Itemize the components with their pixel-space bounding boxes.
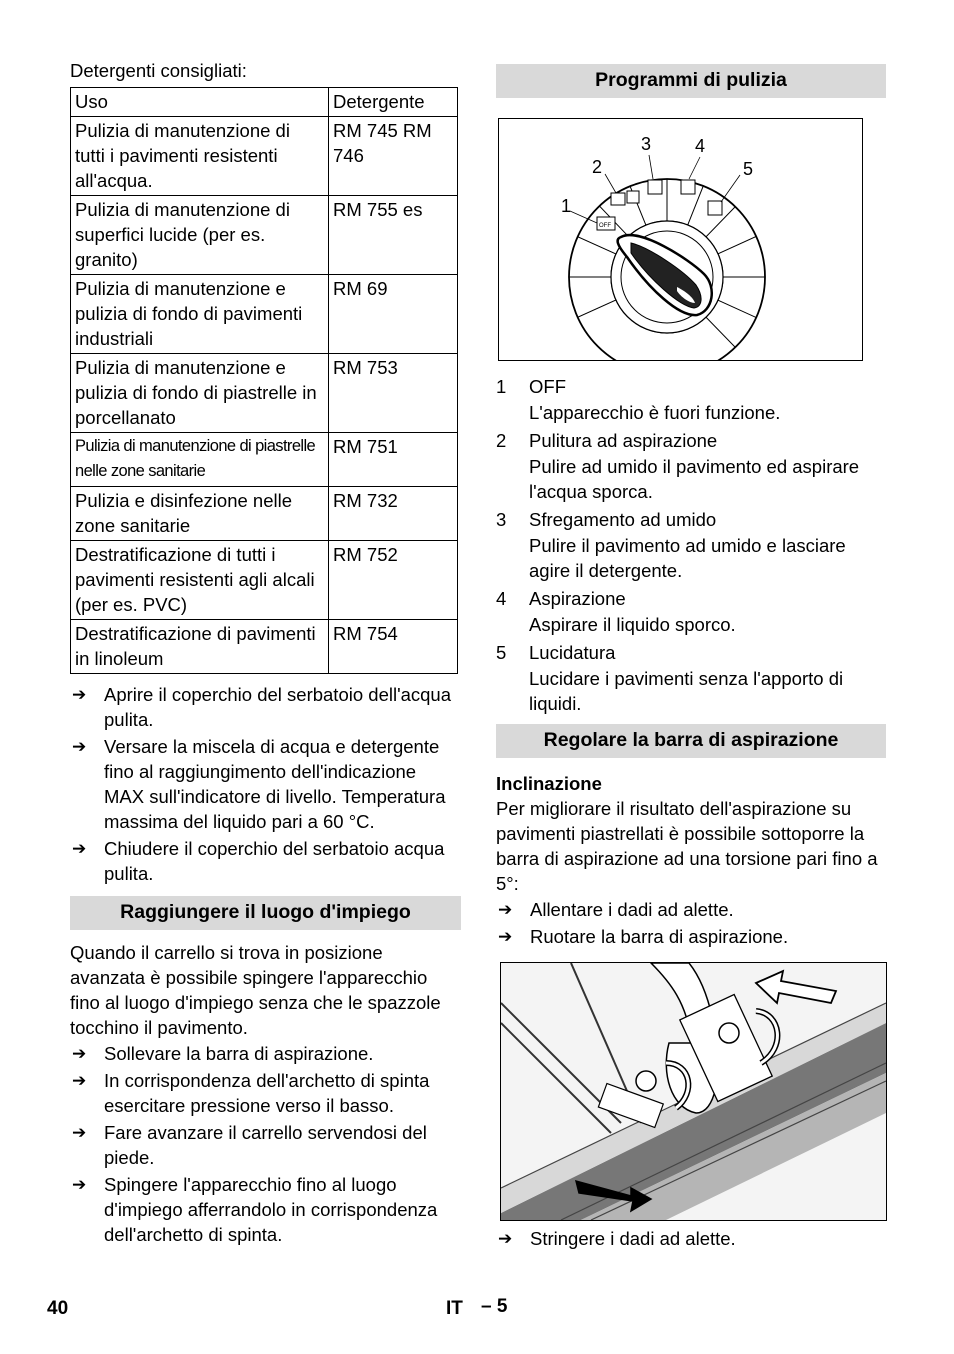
table-row	[71, 487, 458, 541]
program-number: 2	[496, 430, 507, 451]
table-cell-uso: Pulizia e disinfezione nelle zone sanitarie	[71, 487, 329, 541]
program-number: 4	[496, 588, 507, 609]
table-cell-uso: Pulizia di manutenzione di superfici lucide (per es. granito)	[71, 196, 329, 275]
step-text: Stringere i dadi ad alette.	[530, 1228, 736, 1249]
list-item	[496, 427, 886, 454]
inclinazione-steps	[496, 897, 886, 949]
program-desc: Aspirare il liquido sporco.	[529, 614, 736, 635]
transport-steps	[70, 1041, 461, 1247]
program-name: OFF	[529, 376, 566, 397]
final-steps	[496, 1226, 886, 1251]
table-row	[71, 117, 458, 196]
step-text: Sollevare la barra di aspirazione.	[104, 1043, 374, 1064]
section-paragraph: Quando il carrello si trova in posizione avanzata è possibile spingere l'apparecchio fino al luogo d'impiego senza che le spazzole tocchino il pavimento.	[70, 942, 441, 1038]
right-column	[496, 64, 886, 1253]
arrow-right-icon: ➔	[498, 1229, 513, 1248]
program-desc: Pulire il pavimento ad umido e lasciare agire il detergente.	[529, 535, 846, 581]
list-item	[70, 836, 461, 886]
program-dial-figure	[498, 118, 863, 361]
table-row	[71, 196, 458, 275]
program-desc: Pulire ad umido il pavimento ed aspirare l'acqua sporca.	[529, 456, 860, 502]
program-number: 1	[496, 376, 507, 397]
list-item	[496, 639, 886, 666]
squeegee-illustration	[501, 963, 886, 1220]
arrow-right-icon: ➔	[72, 1071, 87, 1090]
table-cell-uso: Pulizia di manutenzione di piastrelle nelle zone sanitarie	[71, 433, 329, 487]
dial-number: 1	[561, 196, 572, 216]
program-desc: Lucidare i pavimenti senza l'apporto di liquidi.	[529, 668, 844, 714]
program-number: 5	[496, 642, 507, 663]
dial-number: 5	[743, 159, 754, 179]
program-name: Pulitura ad aspirazione	[529, 430, 718, 451]
arrow-right-icon: ➔	[72, 839, 87, 858]
list-item	[70, 1041, 461, 1066]
list-item	[496, 373, 886, 400]
subheading-inclinazione: Inclinazione	[496, 773, 602, 794]
program-name: Sfregamento ad umido	[529, 509, 717, 530]
section-heading-luogo: Raggiungere il luogo d'impiego	[70, 896, 461, 930]
table-cell-uso: Destratificazione di tutti i pavimenti resistenti agli alcali (per es. PVC)	[71, 541, 329, 620]
filling-steps	[70, 682, 461, 886]
step-text: Ruotare la barra di aspirazione.	[530, 926, 789, 947]
step-text: Fare avanzare il carrello servendosi del piede.	[104, 1122, 427, 1168]
table-row	[71, 354, 458, 433]
arrow-right-icon: ➔	[72, 685, 87, 704]
language-code: IT	[446, 1298, 463, 1319]
dial-number: 2	[592, 157, 603, 177]
step-text: Spingere l'apparecchio fino al luogo d'impiego afferrandolo in corrispondenza dell'archetto di spinta.	[104, 1174, 438, 1245]
table-title: Detergenti consigliati:	[70, 60, 247, 81]
table-cell-detergent: RM 745 RM 746	[329, 117, 458, 196]
program-desc: L'apparecchio è fuori funzione.	[529, 402, 781, 423]
table-cell-detergent: RM 754	[329, 620, 458, 674]
program-name: Lucidatura	[529, 642, 616, 663]
table-cell-detergent: RM 69	[329, 275, 458, 354]
section-heading-programmi: Programmi di pulizia	[496, 64, 886, 98]
list-item	[496, 897, 886, 922]
table-row	[71, 620, 458, 674]
list-item	[496, 1226, 886, 1251]
arrow-right-icon: ➔	[72, 1175, 87, 1194]
table-header-row	[71, 88, 458, 117]
table-cell-uso: Destratificazione di pavimenti in linoleum	[71, 620, 329, 674]
page-number: 40	[47, 1298, 69, 1319]
section-heading-barra: Regolare la barra di aspirazione	[496, 724, 886, 758]
table-cell-detergent: RM 752	[329, 541, 458, 620]
inclinazione-paragraph: Per migliorare il risultato dell'aspirazione su pavimenti piastrellati è possibile sottoporre la barra di aspirazione ad una torsione pari fino a 5°:	[496, 798, 878, 894]
table-cell-uso: Pulizia di manutenzione e pulizia di fondo di piastrelle in porcellanato	[71, 354, 329, 433]
step-text: Chiudere il coperchio del serbatoio acqua pulita.	[104, 838, 445, 884]
table-cell-detergent: RM 753	[329, 354, 458, 433]
list-item	[70, 734, 461, 834]
table-cell-detergent: RM 755 es	[329, 196, 458, 275]
table-cell-detergent: RM 751	[329, 433, 458, 487]
step-text: In corrispondenza dell'archetto di spinta esercitare pressione verso il basso.	[104, 1070, 430, 1116]
table-header-uso: Uso	[71, 88, 329, 117]
step-text: Versare la miscela di acqua e detergente fino al raggiungimento dell'indicazione MAX sull'indicatore di livello. Temperatura massima del liquido pari a 60 °C.	[104, 736, 446, 832]
table-cell-detergent: RM 732	[329, 487, 458, 541]
left-column	[70, 58, 461, 1249]
detergent-table	[70, 87, 458, 674]
table-cell-uso: Pulizia di manutenzione e pulizia di fondo di pavimenti industriali	[71, 275, 329, 354]
list-item	[70, 1068, 461, 1118]
arrow-right-icon: ➔	[72, 737, 87, 756]
list-item	[496, 506, 886, 533]
arrow-right-icon: ➔	[72, 1044, 87, 1063]
arrow-right-icon: ➔	[498, 927, 513, 946]
program-number: 3	[496, 509, 507, 530]
table-row	[71, 541, 458, 620]
list-item	[496, 585, 886, 612]
dial-off-label: OFF	[599, 223, 611, 229]
dial-number: 3	[641, 134, 652, 154]
list-item	[70, 1120, 461, 1170]
table-row	[71, 275, 458, 354]
dial-number: 4	[695, 136, 706, 156]
squeegee-figure	[500, 962, 887, 1221]
step-text: Allentare i dadi ad alette.	[530, 899, 734, 920]
list-item	[70, 682, 461, 732]
section-page: – 5	[481, 1296, 508, 1317]
table-cell-uso: Pulizia di manutenzione di tutti i pavimenti resistenti all'acqua.	[71, 117, 329, 196]
program-name: Aspirazione	[529, 588, 626, 609]
table-row	[71, 433, 458, 487]
list-item	[496, 924, 886, 949]
arrow-right-icon: ➔	[498, 900, 513, 919]
step-text: Aprire il coperchio del serbatoio dell'acqua pulita.	[104, 684, 452, 730]
table-header-detergente: Detergente	[329, 88, 458, 117]
program-dial-illustration	[499, 119, 862, 360]
list-item	[70, 1172, 461, 1247]
arrow-right-icon: ➔	[72, 1123, 87, 1142]
program-list	[496, 373, 886, 716]
